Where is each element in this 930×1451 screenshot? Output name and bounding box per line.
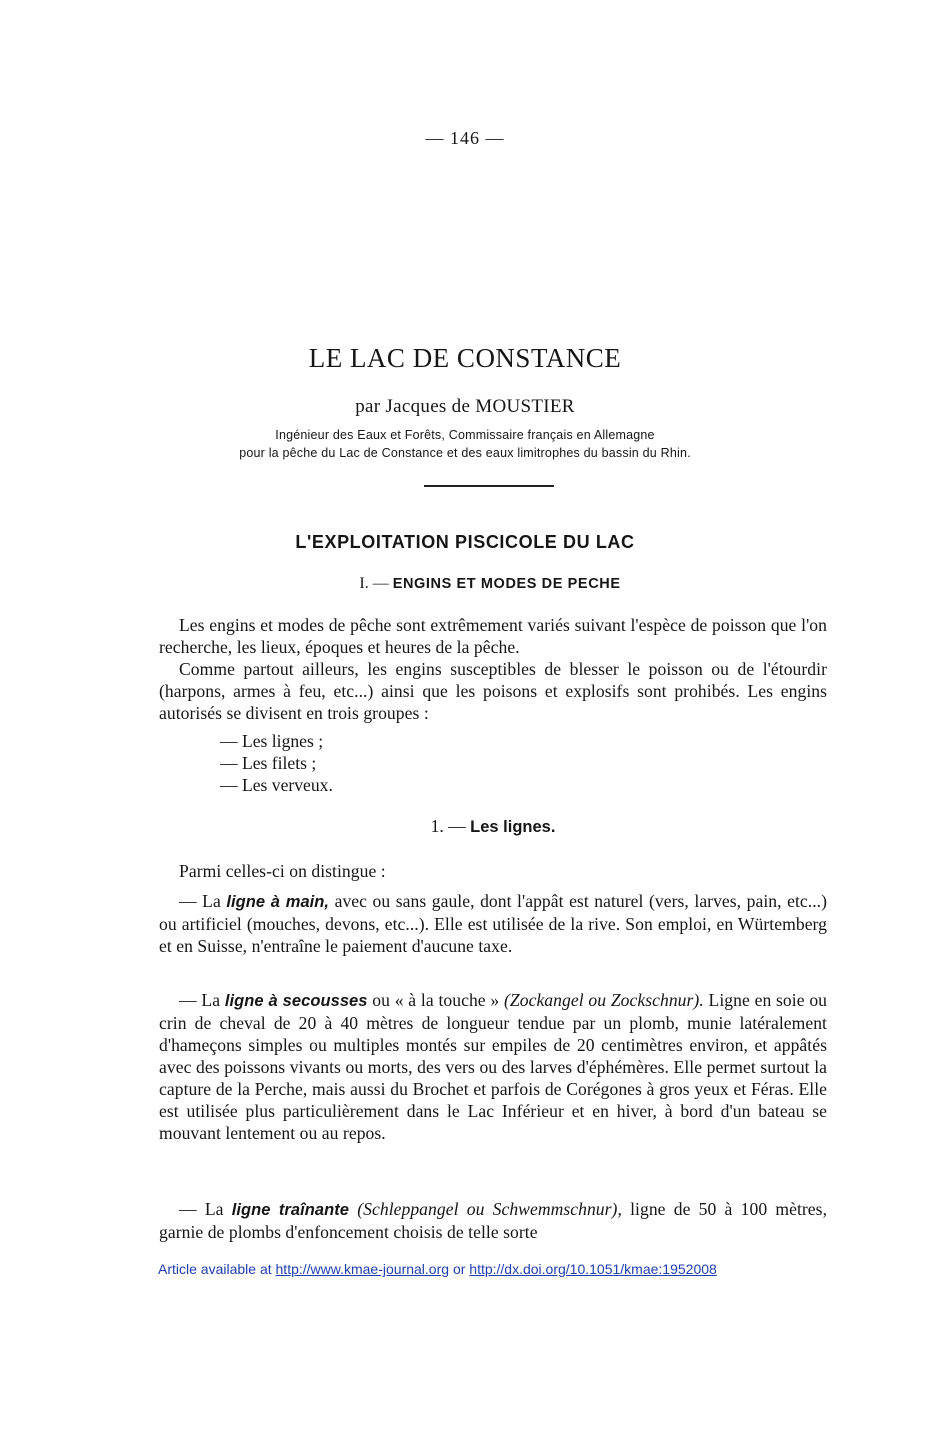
item-text: avec ou sans gaule, dont l'appât est naturel (vers, larves, pain, etc...) ou artificiel (mouches, devons, etc...). Elle est utilisée de la rive. Son emploi, en Würtemberg et en Suisse, n'entraîne le paiement d'aucune taxe. [159,891,828,956]
paragraph-ligne-trainante-text [159,1198,827,1243]
paragraph-engins-sentence2: Comme partout ailleurs, les engins susceptibles de blesser le poisson ou de l'étourdir (harpons, armes à feu, etc...) ainsi que les poisons et explosifs sont prohibés. Les engins autorisés se divisent en trois groupes : [159,659,827,723]
paragraph-ligne-trainante [159,1198,827,1243]
paragraph-ligne-a-secousses-text [159,989,827,1144]
groups-list-item: — Les verveux. [220,775,333,795]
paragraph-ligne-a-secousses [159,989,827,1144]
groups-list-item: — Les lignes ; [220,731,324,751]
paragraph-engins-sentence1: Les engins et modes de pêche sont extrêmement variés suivant l'espèce de poisson que l'on recherche, les lieux, époques et heures de la pêche. [159,615,827,657]
item-dash: — La [179,1199,224,1219]
term-ligne-a-secousses: ligne à secousses [224,992,368,1010]
section-title: L'EXPLOITATION PISCICOLE DU LAC [295,532,635,552]
subsection-label: ENGINS ET MODES DE PECHE [392,576,621,592]
article-availability-footer [158,1261,717,1277]
paragraph-engins [159,614,827,724]
title-divider [424,485,554,487]
item-dash: — La [179,990,221,1010]
item-text: ligne de 50 à 100 mètres, garnie de plombs d'enfoncement choisis de telle sorte [159,1199,828,1242]
author-affiliation-line2: pour la pêche du Lac de Constance et des eaux limitrophes du bassin du Rhin. [239,446,691,460]
footer-prefix: Article available at [158,1261,272,1277]
term-ligne-a-main: ligne à main, [226,893,330,911]
article-title: LE LAC DE CONSTANCE [308,343,622,373]
journal-link[interactable]: http://www.kmae-journal.org [275,1261,450,1277]
item-text-pre: ou « à la touche » [372,990,500,1010]
subsection-number: I. — [359,575,389,592]
paragraph-intro [159,860,827,882]
german-term: (Schleppangel ou Schwemmschnur), [357,1199,622,1219]
german-term: (Zockangel ou Zockschnur). [504,990,704,1010]
groups-list [220,730,333,796]
lignes-heading-label: Les lignes. [470,818,556,836]
lignes-heading-number: 1. — [430,816,466,836]
paragraph-ligne-a-main-text [159,890,827,957]
lignes-heading [0,816,930,837]
groups-list-item: — Les filets ; [220,753,317,773]
author-affiliation-line1: Ingénieur des Eaux et Forêts, Commissaire français en Allemagne [275,428,655,442]
item-text: Ligne en soie ou crin de cheval de 20 à 40 mètres de longueur tendue par un plomb, munie latéralement d'hameçons simples ou multiples montés sur empiles de 20 centimètres environ, et appâtés avec des poissons vivants ou morts, des vers ou des larves d'éphémères. Elle permet surtout la capture de la Perche, mais aussi du Brochet et parfois de Corégones à gros yeux et Féras. Elle est utilisée plus particulièrement dans le Lac Inférieur et en hiver, à bord d'un bateau se mouvant lentement ou au repos. [159,990,828,1143]
term-ligne-trainante: ligne traînante [231,1201,350,1219]
subsection-title [0,575,930,593]
author-byline: par Jacques de MOUSTIER [355,396,575,417]
paragraph-ligne-a-main [159,890,827,957]
paragraph-intro-text: Parmi celles-ci on distingue : [179,861,386,881]
page-number: — 146 — [425,128,505,148]
item-dash: — La [179,891,221,911]
doi-link[interactable]: http://dx.doi.org/10.1051/kmae:1952008 [469,1261,717,1277]
footer-middle: or [452,1261,466,1277]
